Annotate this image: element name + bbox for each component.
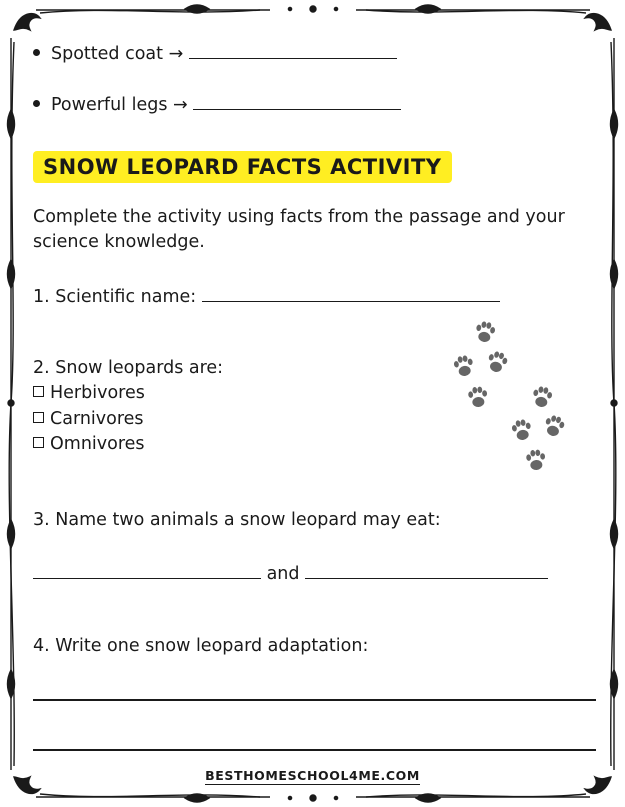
paw-print-icon: [486, 350, 509, 374]
instructions-line-2: science knowledge.: [33, 232, 205, 252]
paw-print-icon: [531, 385, 553, 408]
joiner-text: and: [266, 564, 300, 584]
question-4-label: 4. Write one snow leopard adaptation:: [33, 636, 369, 656]
option-omnivores[interactable]: Omnivores: [33, 434, 145, 454]
instructions-line-1: Complete the activity using facts from the passage and your: [33, 207, 565, 227]
paw-print-icon: [453, 354, 475, 377]
checkbox-icon[interactable]: [33, 437, 44, 448]
adaptation-answer-line-2[interactable]: [33, 749, 596, 751]
paw-print-icon: [468, 386, 488, 408]
question-1-label: 1. Scientific name:: [33, 287, 197, 307]
checkbox-icon[interactable]: [33, 386, 44, 397]
arrow-icon: →: [173, 95, 188, 115]
website-text: BESTHOMESCHOOL4ME.COM: [205, 768, 420, 783]
footer-website: [0, 768, 625, 783]
adaptation-answer-line-1[interactable]: [33, 699, 596, 701]
arrow-icon: →: [168, 44, 184, 64]
question-2-label: 2. Snow leopards are:: [33, 358, 224, 378]
checkbox-icon[interactable]: [33, 412, 44, 423]
scientific-name-blank[interactable]: [202, 283, 500, 302]
option-carnivores[interactable]: Carnivores: [33, 409, 144, 429]
answer-blank[interactable]: [193, 91, 401, 110]
question-3-answer: [33, 560, 548, 584]
question-1: [33, 283, 500, 307]
paw-print-icon: [474, 320, 496, 343]
bullet-powerful-legs: [33, 91, 401, 115]
bullet-dot-icon: [33, 100, 40, 107]
bullet-dot-icon: [33, 49, 40, 56]
paw-print-icon: [543, 414, 566, 438]
paw-prints-decoration: [440, 315, 580, 480]
section-title: SNOW LEOPARD FACTS ACTIVITY: [33, 151, 452, 183]
answer-blank[interactable]: [189, 40, 397, 59]
question-3-label: 3. Name two animals a snow leopard may eat:: [33, 510, 441, 530]
bullet-label: Spotted coat: [51, 44, 163, 64]
paw-print-icon: [526, 449, 546, 471]
option-herbivores[interactable]: Herbivores: [33, 383, 145, 403]
bullet-spotted-coat: [33, 40, 397, 64]
bullet-label: Powerful legs: [51, 95, 168, 115]
paw-print-icon: [511, 418, 533, 441]
animal-1-blank[interactable]: [33, 560, 261, 579]
animal-2-blank[interactable]: [305, 560, 548, 579]
